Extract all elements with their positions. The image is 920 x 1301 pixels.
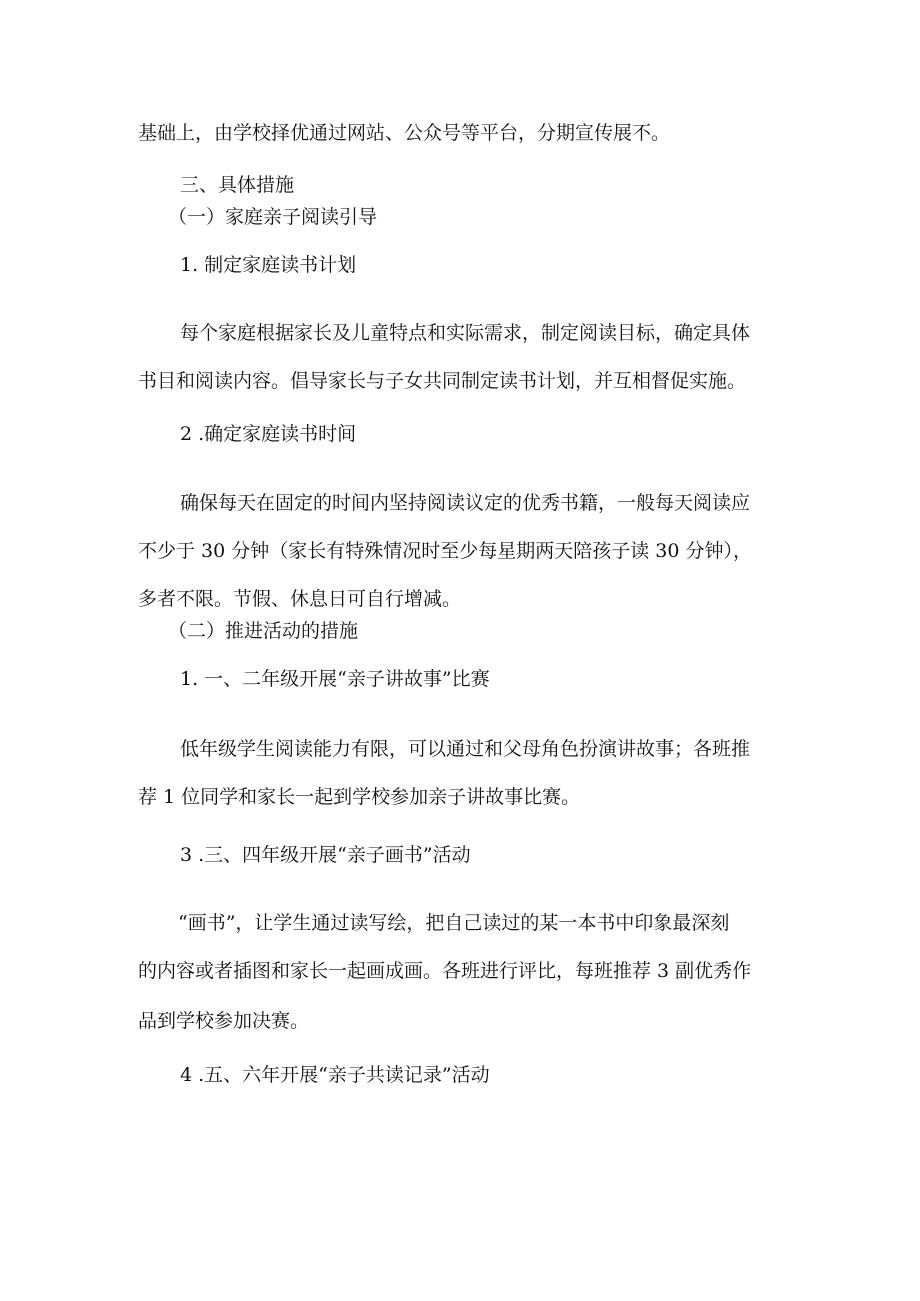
body-text-line: 品到学校参加决赛。 xyxy=(138,1010,310,1032)
body-text-line: 的内容或者插图和家长一起画成画。各班进行评比，每班推荐 3 副优秀作 xyxy=(138,960,752,982)
body-text-line: 每个家庭根据家长及儿童特点和实际需求，制定阅读目标，确定具体 xyxy=(180,322,751,344)
body-text-line: 书目和阅读内容。倡导家长与子女共同制定读书计划，并互相督促实施。 xyxy=(138,370,747,392)
subsection-heading: （二）推进活动的措施 xyxy=(168,620,359,642)
item-heading: 1. 一、二年级开展“亲子讲故事”比赛 xyxy=(180,668,490,690)
body-text-line: 不少于 30 分钟（家长有特殊情况时至少每星期两天陪孩子读 30 分钟）， xyxy=(138,540,753,562)
body-text-line: “画书”，让学生通过读写绘，把自己读过的某一本书中印象最深刻 xyxy=(178,912,730,934)
body-text-line: 荐 1 位同学和家长一起到学校参加亲子讲故事比赛。 xyxy=(138,786,581,808)
body-text-line: 确保每天在固定的时间内坚持阅读议定的优秀书籍，一般每天阅读应 xyxy=(180,492,751,514)
body-text-line: 多者不限。节假、休息日可自行增减。 xyxy=(138,588,462,610)
item-heading: 2 .确定家庭读书时间 xyxy=(180,423,357,445)
body-text-line: 低年级学生阅读能力有限，可以通过和父母角色扮演讲故事；各班推 xyxy=(180,738,751,760)
item-heading: 1. 制定家庭读书计划 xyxy=(180,254,357,276)
subsection-heading: （一）家庭亲子阅读引导 xyxy=(168,206,378,228)
body-text-line: 基础上，由学校择优通过网站、公众号等平台，分期宣传展不。 xyxy=(138,122,671,144)
item-heading: 4 .五、六年开展“亲子共读记录”活动 xyxy=(180,1064,490,1086)
item-heading: 3 .三、四年级开展“亲子画书”活动 xyxy=(180,844,471,866)
section-heading: 三、具体措施 xyxy=(180,174,295,196)
